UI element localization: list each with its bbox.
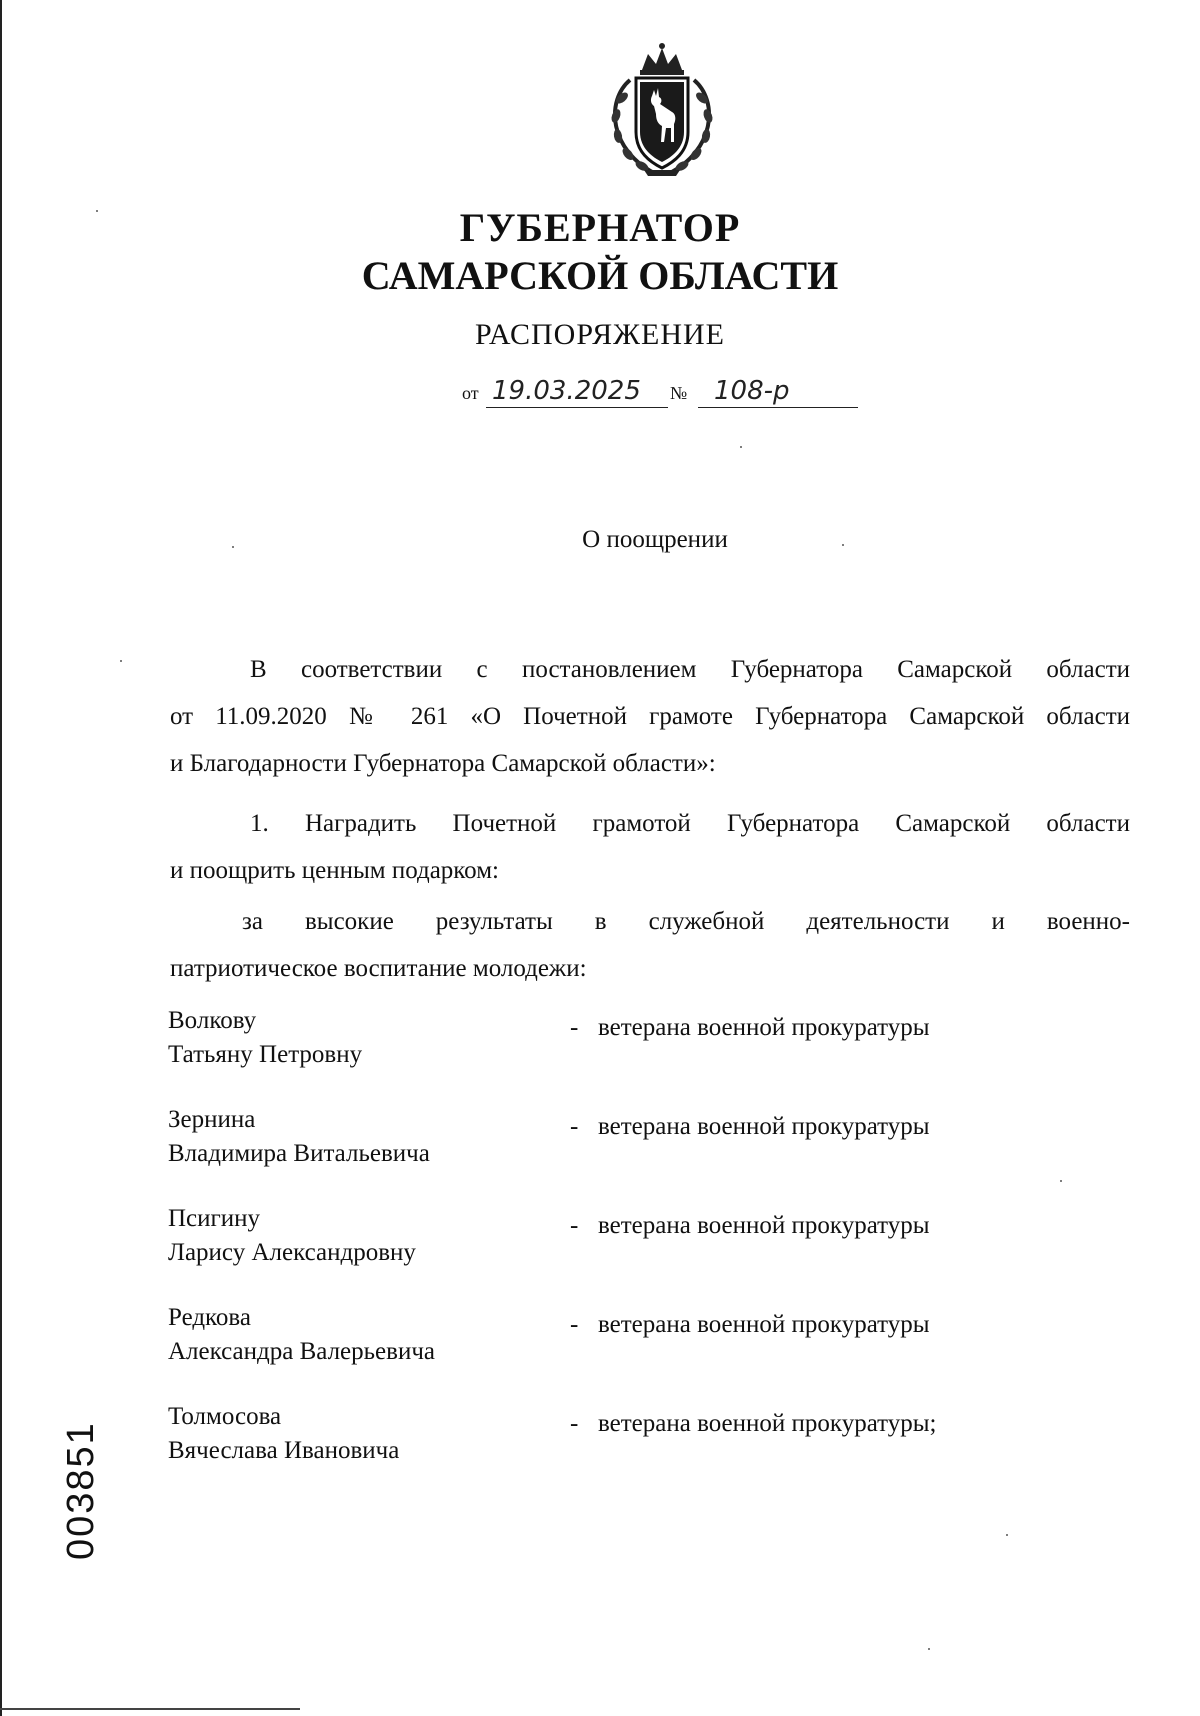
scan-speck — [1006, 1534, 1008, 1536]
awardee-position: ветерана военной прокуратуры — [598, 1212, 930, 1239]
awardee-given-names: Владимира Витальевича — [168, 1140, 430, 1167]
document-subject: О поощрении — [582, 526, 728, 553]
preamble-line-1: В соответствии с постановлением Губернатора Самарской области — [250, 656, 1130, 683]
awardee-dash: - — [570, 1113, 579, 1140]
awardee-surname: Псигину — [168, 1205, 261, 1232]
preamble-line-3: и Благодарности Губернатора Самарской области»: — [170, 750, 716, 777]
scan-speck — [740, 446, 742, 448]
scan-speck — [928, 1648, 930, 1650]
awardee-position: ветерана военной прокуратуры — [598, 1311, 930, 1338]
awardee-given-names: Татьяну Петровну — [168, 1041, 363, 1068]
issuer-title-line1: ГУБЕРНАТОР — [459, 205, 741, 250]
date-underline — [486, 407, 668, 408]
date-number-line — [462, 370, 862, 410]
awardee-position: ветерана военной прокуратуры — [598, 1014, 930, 1041]
awardee-name — [168, 1004, 568, 1072]
scan-speck — [1060, 1180, 1062, 1182]
awardee-name — [168, 1103, 568, 1171]
awardee-dash: - — [570, 1410, 579, 1437]
awardee-surname: Редкова — [168, 1304, 252, 1331]
number-underline — [698, 407, 858, 408]
issuer-title-line2: САМАРСКОЙ ОБЛАСТИ — [361, 253, 839, 298]
awardee-given-names: Александра Валерьевича — [168, 1338, 436, 1365]
awardee-position: ветерана военной прокуратуры; — [598, 1410, 937, 1437]
handwritten-number: 108-р — [714, 376, 790, 406]
awardee-name — [168, 1400, 568, 1468]
scan-speck — [120, 660, 122, 662]
awardee-surname: Толмосова — [168, 1403, 282, 1430]
reason-line-1: за высокие результаты в служебной деятельности и военно- — [242, 908, 1130, 935]
date-from-label: от — [462, 383, 479, 403]
reason-paragraph — [170, 898, 1130, 992]
document-type: РАСПОРЯЖЕНИЕ — [474, 318, 726, 351]
awardee-dash: - — [570, 1014, 579, 1041]
scan-speck — [842, 544, 844, 546]
awardee-position: ветерана военной прокуратуры — [598, 1113, 930, 1140]
awardee-dash: - — [570, 1311, 579, 1338]
preamble-paragraph — [170, 646, 1130, 787]
scan-speck — [96, 210, 98, 212]
scan-speck — [232, 546, 234, 548]
awardee-dash: - — [570, 1212, 579, 1239]
number-label: № — [670, 383, 688, 403]
awardee-surname: Волкову — [168, 1007, 257, 1034]
reason-line-2: патриотическое воспитание молодежи: — [170, 955, 587, 982]
awardee-given-names: Вячеслава Ивановича — [168, 1437, 400, 1464]
preamble-line-2: от 11.09.2020 № 261 «О Почетной грамоте Губернатора Самарской области — [170, 703, 1130, 730]
awardee-surname: Зернина — [168, 1106, 256, 1133]
awardee-name — [168, 1202, 568, 1270]
item-1-line-1: 1. Наградить Почетной грамотой Губернатора Самарской области — [250, 810, 1130, 837]
awardee-given-names: Ларису Александровну — [168, 1239, 416, 1266]
scan-bottom-line — [0, 1708, 300, 1710]
awardee-name — [168, 1301, 568, 1369]
item-1-paragraph — [170, 800, 1130, 894]
samara-coat-of-arms-icon — [596, 40, 728, 180]
registration-number: 003851 — [60, 1421, 102, 1560]
item-1-line-2: и поощрить ценным подарком: — [170, 857, 499, 884]
handwritten-date: 19.03.2025 — [492, 376, 641, 406]
